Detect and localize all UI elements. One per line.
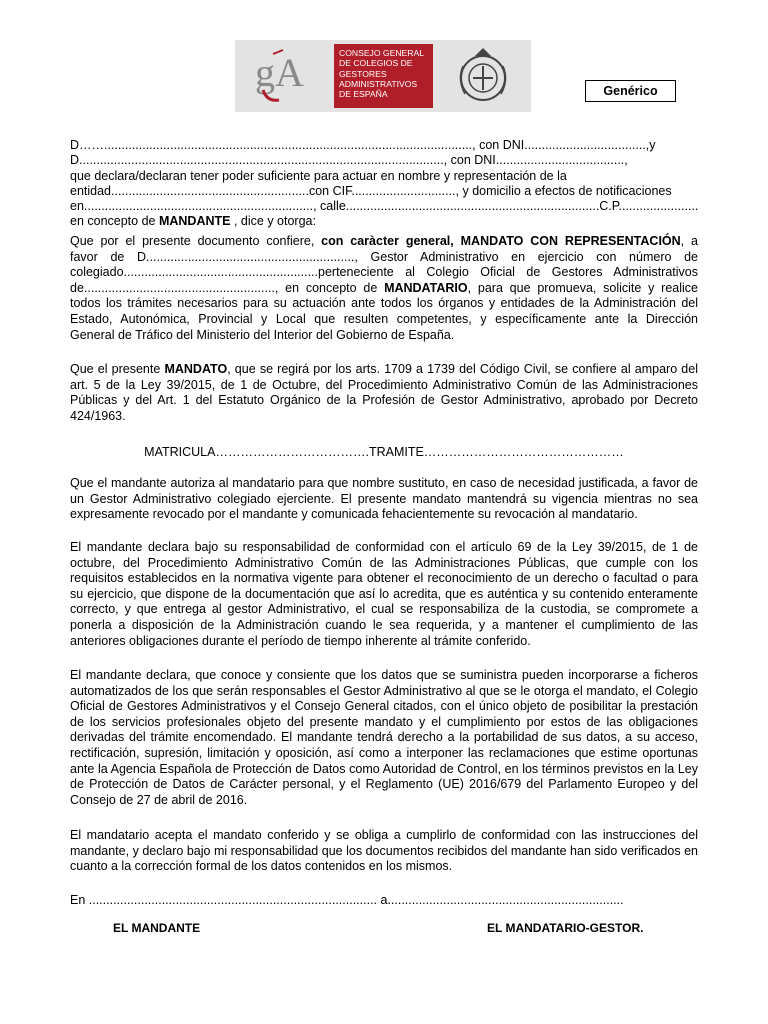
legal-basis-paragraph: Que el presente MANDATO, que se regirá por los arts. 1709 a 1739 del Código Civil, se confiere al amparo del art. 5 de la Ley 39/2015, de 1 de Octubre, del Procedimiento Administrativo Común de las Administraciones Públicas y del Art. 1 del Estatuto Orgánico de la Profesión de Gestor Administrativo, aprobado por Decreto 424/1963. — [70, 362, 698, 423]
intro-line: en concepto de MANDANTE , dice y otorga: — [70, 214, 316, 229]
matricula-tramite-line: MATRICULA……………………………….TRAMITE………………………………………… — [144, 445, 624, 459]
org-line: ADMINISTRATIVOS — [339, 78, 418, 89]
signature-mandatario: EL MANDATARIO-GESTOR. — [487, 921, 644, 935]
coat-of-arms-icon — [453, 46, 513, 106]
mandate-paragraph — [70, 234, 698, 343]
data-protection-paragraph: El mandante declara, que conoce y consiente que los datos que se suministra pueden incorporarse a ficheros automatizados de los que serán responsables el Gestor Administrativo al que se le otorga el mandato, el Colegio Oficial de Gestores Administrativos y el Consejo General citados, con el único objeto de posibilitar la prestación de los servicios profesionales objeto del presente mandato y el cumplimiento por estos de las obligaciones derivadas del trámite encomendado. El mandante tendrá derecho a la portabilidad de sus datos, a su acceso, rectificación, supresión, limitación y oposición, así como a interponer las reclamaciones que estime oportunas ante la Agencia Española de Protección de Datos como Autoridad de Control, en los términos previstos en la Ley de Protección de Datos de Carácter personal, y el Reglamento (UE) 2016/679 del Parlamento Europeo y del Consejo de 27 de abril de 2016. — [70, 668, 698, 807]
para-line: de......................................................., en concepto de MANDATARIO, para que promueva, solicite y realice — [70, 280, 698, 295]
intro-line: D........................................................................................................., con DNI....................................., — [70, 153, 628, 168]
place-date-line: En ................................................................................... a.................................................................... — [70, 893, 624, 907]
para-line: Estado, Autonómica, Provincial y Local que resulten competentes, y específicamente ante la Dirección — [70, 311, 698, 326]
intro-line: D…….........................................................................................................., con DNI...................................,y — [70, 138, 656, 152]
para-line: Que por el presente documento confiere, con caràcter general, MANDATO CON REPRESENTACIÓN, a — [70, 234, 698, 248]
intro-block — [70, 138, 698, 230]
org-line: DE COLEGIOS DE — [339, 58, 413, 69]
ga-logo-icon — [253, 48, 323, 104]
org-line: DE ESPAÑA — [339, 89, 388, 100]
document-type-label: Genérico — [585, 80, 676, 102]
intro-line: entidad.........................................................con CIF.............................., y domicilio a efectos de notificaciones — [70, 183, 672, 198]
logo-letters: gA — [255, 50, 304, 95]
substitution-paragraph: Que el mandante autoriza al mandatario para que nombre sustituto, en caso de necesidad justificada, a favor de un Gestor Administrativo colegiado ejerciente. El presente mandato mantendrá su vigencia mientras no sea expresamente revocado por el mandante y comunicada fehacientemente su revocación al mandatario. — [70, 476, 698, 522]
intro-line: que declara/declaran tener poder suficiente para actuar en nombre y representación de la — [70, 168, 567, 183]
intro-line: en.................................................................., calle.........................................................................C.P....................... — [70, 199, 699, 214]
header-logo-block — [235, 40, 531, 112]
org-name-box — [334, 44, 433, 108]
responsibility-paragraph: El mandante declara bajo su responsabilidad de conformidad con el artículo 69 de la Ley 39/2015, de 1 de octubre, del Procedimiento Administrativo Común de las Administraciones Públicas, que cumple con los requisitos establecidos en la normativa vigente para obtener el reconocimiento de un derecho o facultad o para su ejercicio, que dispone de la documentación que así lo acredita, que es auténtica y su contenido enteramente correcto, y que entrega al gestor Administrativo, el cual se responsabiliza de la custodia, se compromete a ponerla a disposición de la Administración cuando le sea requerida, y a mantener el cumplimiento de las anteriores obligaciones durante el período de tiempo inherente al trámite conferido. — [70, 540, 698, 648]
org-line: GESTORES — [339, 68, 387, 79]
org-line: CONSEJO GENERAL — [339, 48, 425, 58]
para-line: favor de D............................................................, Gestor Administrativo en ejercicio con número de — [70, 249, 698, 264]
para-line: General de Tráfico del Ministerio del Interior del Gobierno de España. — [70, 327, 455, 342]
para-line: todos los trámites necesarios para su actuación ante todos los órganos y entidades de la Administración del — [70, 296, 698, 311]
para-line: colegiado........................................................perteneciente al Colegio Oficial de Gestores Administrativos — [70, 265, 698, 280]
signature-mandante: EL MANDANTE — [113, 921, 201, 935]
acceptance-paragraph: El mandatario acepta el mandato conferido y se obliga a cumplirlo de conformidad con las instrucciones del mandante, y declaro bajo mi responsabilidad que los documentos recibidos del mandante han sido verificados en cuanto a la corrección formal de los datos contenidos en los mismos. — [70, 828, 698, 874]
